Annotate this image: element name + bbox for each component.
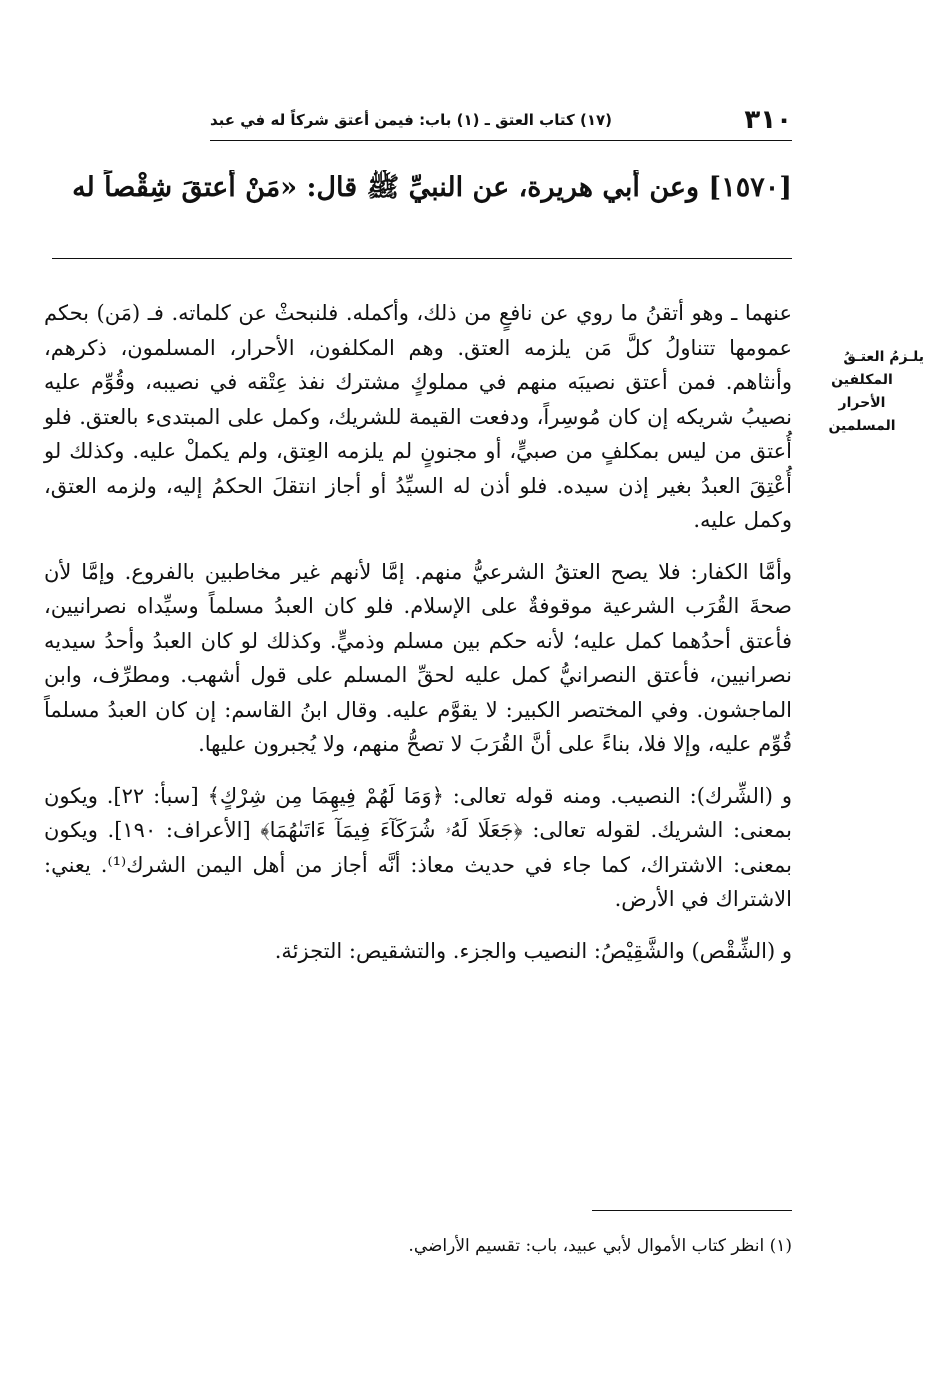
running-header <box>210 104 792 136</box>
paragraph: و (الشِّقْص) والشَّقِيْصُ: النصيب والجزء. والتشقيص: التجزئة. <box>274 938 792 963</box>
page-number: ٣١٠ <box>744 105 792 135</box>
footnote-divider <box>592 1210 792 1211</box>
header-divider <box>210 140 792 141</box>
chapter-title: (١٧) كتاب العتق ـ (١) باب: فيمن أعتق شركاً له في عبد <box>210 111 612 129</box>
hadith-text: [١٥٧٠] وعن أبي هريرة، عن النبيِّ ﷺ قال: «مَنْ أعتقَ شِقْصاً له <box>72 172 792 203</box>
footnote: (١) انظر كتاب الأموال لأبي عبيد، باب: تقسيم الأراضي. <box>408 1236 792 1256</box>
paragraph: وأمَّا الكفار: فلا يصح العتقُ الشرعيُّ منهم. إمَّا لأنهم غير مخاطبين بالفروع. وإمَّا لأن صحةَ القُرَب الشرعية موقوفةٌ على الإسلام. فلو كان العبدُ مسلماً وسيِّداه نصرانيين، فأعتق أحدُهما كمل عليه؛ لأنه حكم بين مسلم وذميٍّ. وكذلك لو كان العبدُ وأحدُ سيديه نصرانيين، فأعتق النصرانيُّ كمل عليه لحقِّ المسلم على قول أشهب. ومطرِّف، وابن الماجشون. وفي المختصر الكبير: لا يقوَّم عليه. وقال ابنُ القاسم: إن كان العبدُ مسلماً قُوِّم عليه، وإلا فلا، بناءً على أنَّ القُرَبَ لا تصحُّ منهم، ولا يُجبرون عليها. <box>44 559 792 756</box>
margin-note: المكلفين <box>831 372 893 388</box>
margin-note: الأحرار <box>838 395 886 411</box>
margin-note: المسلمين <box>828 418 896 434</box>
paragraph: عنهما ـ وهو أتقنُ ما روي عن نافعٍ من ذلك، وأكمله. فلنبحثْ عن كلماته. فـ (مَن) بحكم عمومها تتناولُ كلَّ مَن يلزمه العتق. وهم المكلفون، الأحرار، المسلمون، ذكرهم، وأنثاهم. فمن أعتق نصيبَه منهم في مملوكٍ مشترك نفذ عِتْقه في نصيبه، وقُوِّم عليه نصيبُ شريكه إن كان مُوسِراً، ودفعت القيمة للشريك، وكمل على المبتدىء بالعتق. فلو أُعتق من ليس بمكلفٍ من صبيٍّ، أو مجنونٍ لم يلزمه العِتق، ولم يكملْ عليه. وكذلك لو أُعْتِقَ العبدُ بغير إذن سيده. فلو أذن له السيِّدُ أو أجاز انتقلَ الحكمُ إليه، ولزمه العتق، وكمل عليه. <box>44 301 792 532</box>
paragraph: و (الشِّرك): النصيب. ومنه قوله تعالى: ﴿وَمَا لَهُمْ فِيهِمَا مِن شِرْكٍ﴾ [سبأ: ٢٢]. ويكون بمعنى: الشريك. لقوله تعالى: ﴿جَعَلَا لَهُۥ شُرَكَآءَ فِيمَآ ءَاتَىٰهُمَا﴾ [الأعراف: ١٩٠]. ويكون بمعنى: الاشتراك، كما جاء في حديث معاذ: أنَّه أجاز من أهل اليمن الشرك⁽¹⁾. يعني: الاشتراك في الأرض. <box>44 783 793 911</box>
commentary-body <box>44 296 792 985</box>
margin-note: يلـزمُ العتـقُ <box>843 349 924 365</box>
margin-notes <box>800 346 924 438</box>
section-divider <box>52 258 792 259</box>
